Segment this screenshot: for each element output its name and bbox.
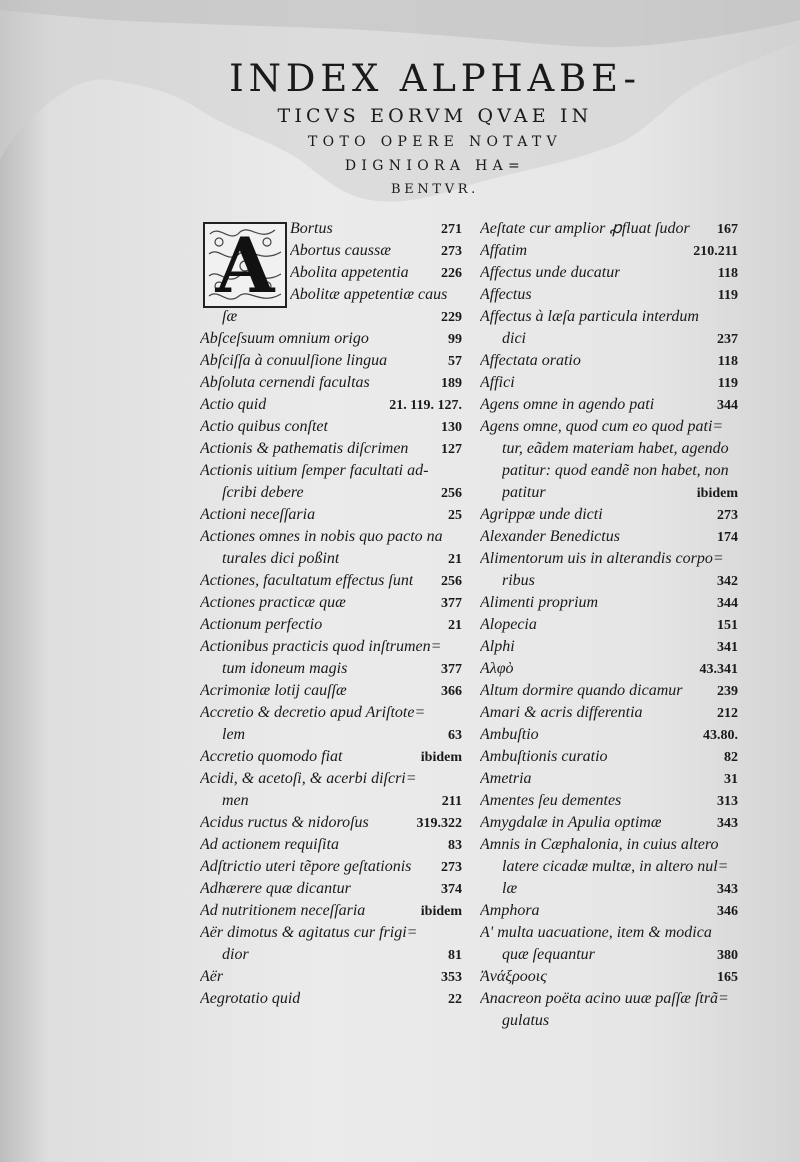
index-entry (200, 592, 462, 614)
entry-text: Actionis & pathematis diſcrimen (200, 440, 409, 457)
page-reference: 380 (717, 948, 738, 963)
entry-continuation-line (480, 944, 738, 966)
entry-line (480, 614, 738, 636)
index-entry (480, 768, 738, 790)
entry-line (480, 284, 738, 306)
entry-line (200, 856, 462, 878)
entry-line (480, 702, 738, 724)
entry-continuation-line (480, 438, 738, 460)
page-reference: 342 (717, 574, 738, 589)
index-entry (480, 350, 738, 372)
index-entry (480, 702, 738, 724)
index-entry (200, 680, 462, 702)
entry-text: patitur: quod eandẽ non habet, non (502, 462, 729, 479)
entry-continuation-line (480, 482, 738, 504)
page-reference: 22 (448, 992, 462, 1007)
entry-text: Actionis uitium ſemper facultati ad- (200, 462, 429, 479)
entry-text: Actiones omnes in nobis quo pacto na (200, 528, 443, 545)
entry-text: Amentes ſeu dementes (480, 792, 622, 809)
index-entry (200, 328, 462, 350)
index-entry (200, 702, 462, 746)
page-reference: 167 (717, 222, 738, 237)
page-reference: 344 (717, 398, 738, 413)
entry-line (480, 680, 738, 702)
entry-line (480, 240, 738, 262)
entry-line (480, 812, 738, 834)
index-entry (480, 658, 738, 680)
index-entry (480, 284, 738, 306)
index-entry (200, 504, 462, 526)
page-reference: 81 (448, 948, 462, 963)
entry-line (480, 592, 738, 614)
entry-text: turales dici poßint (222, 550, 340, 567)
index-entry (200, 570, 462, 592)
entry-text: tum idoneum magis (222, 660, 348, 677)
entry-line (480, 790, 738, 812)
index-entry (200, 834, 462, 856)
entry-line (480, 768, 738, 790)
index-entry (200, 812, 462, 834)
title-line-5: BENTVR. (391, 182, 479, 197)
page-reference: 346 (717, 904, 738, 919)
entry-text: Ambuſtionis curatio (480, 748, 608, 765)
entry-text: Actio quid (200, 396, 267, 413)
entry-text: A' multa uacuatione, item & modica (480, 924, 712, 941)
entry-text: Alphi (480, 638, 515, 655)
entry-line (480, 394, 738, 416)
entry-line (200, 636, 462, 658)
page-reference: 31 (724, 772, 738, 787)
page-reference: 256 (441, 486, 462, 501)
entry-text: Affici (480, 374, 515, 391)
entry-line (200, 416, 462, 438)
page-reference: 119 (717, 288, 738, 303)
entry-text: Acrimoniæ lotij cauſſæ (200, 682, 347, 699)
page-reference: 377 (441, 596, 462, 611)
index-entry (480, 614, 738, 636)
title-line-1: INDEX ALPHABE- (229, 57, 641, 100)
index-entry (480, 218, 738, 240)
page-reference: 25 (448, 508, 462, 523)
entry-continuation-line (200, 482, 462, 504)
entry-text: Amari & acris differentia (480, 704, 643, 721)
index-entry (200, 856, 462, 878)
page-reference: 57 (448, 354, 462, 369)
page-reference: 366 (441, 684, 462, 699)
page-reference: 273 (717, 508, 738, 523)
entry-text: Agens omne, quod cum eo quod pati= (480, 418, 724, 435)
page-reference: 151 (717, 618, 738, 633)
page-reference: 82 (724, 750, 738, 765)
page-reference: 174 (717, 530, 738, 545)
page-reference: 43.341 (699, 662, 738, 677)
index-entry (480, 372, 738, 394)
entry-line (480, 988, 738, 1010)
entry-text: Affectus (480, 286, 532, 303)
entry-line (200, 812, 462, 834)
index-entry (200, 240, 462, 262)
entry-text: Aegrotatio quid (200, 990, 301, 1007)
entry-text: Abſoluta cernendi facultas (200, 374, 370, 391)
index-entry (200, 900, 462, 922)
index-entry (480, 746, 738, 768)
entry-text: ribus (502, 572, 535, 589)
index-entry (480, 900, 738, 922)
entry-line (480, 526, 738, 548)
title-line-2: TICVS EORVM QVAE IN (277, 105, 593, 127)
entry-text: Alopecia (480, 616, 537, 633)
index-entry (200, 218, 462, 240)
entry-continuation-line (200, 548, 462, 570)
entry-line (480, 218, 738, 240)
entry-text: Ametria (480, 770, 532, 787)
index-entry (480, 790, 738, 812)
entry-text: Accretio quomodo fiat (200, 748, 343, 765)
entry-continuation-line (200, 790, 462, 812)
page-reference: 118 (717, 266, 738, 281)
entry-text: dior (222, 946, 249, 963)
index-entry (480, 240, 738, 262)
entry-text: Aeſtate cur amplior ꝓfluat ſudor (480, 220, 690, 237)
index-entry (200, 988, 462, 1010)
page-reference: 210.211 (693, 244, 738, 259)
entry-line (480, 504, 738, 526)
entry-text: Alimentorum uis in alterandis corpo= (480, 550, 724, 567)
index-entry (480, 548, 738, 592)
index-entry (200, 416, 462, 438)
entry-line (200, 834, 462, 856)
entry-text: Agens omne in agendo pati (480, 396, 655, 413)
index-entry (480, 680, 738, 702)
index-entry (480, 592, 738, 614)
index-column-right (480, 218, 738, 1032)
entry-line (480, 834, 738, 856)
entry-continuation-line (480, 856, 738, 878)
entry-line (480, 658, 738, 680)
dropcap-letter: A (215, 220, 275, 310)
page-reference: 212 (717, 706, 738, 721)
entry-text: gulatus (502, 1012, 550, 1029)
entry-text: Ἀνάξροοις (480, 968, 547, 985)
index-entry (480, 262, 738, 284)
page-reference: 119 (717, 376, 738, 391)
page-reference: ibidem (420, 750, 462, 765)
index-entry (200, 372, 462, 394)
entry-line (200, 746, 462, 768)
entry-text: Adſtrictio uteri tẽpore geſtationis (200, 858, 412, 875)
entry-text: Actiones practicæ quæ (200, 594, 346, 611)
entry-text: Actio quibus conſtet (200, 418, 328, 435)
entry-line (480, 966, 738, 988)
entry-line (480, 746, 738, 768)
entry-line (200, 592, 462, 614)
page-reference: 344 (717, 596, 738, 611)
entry-text: Actionum perfectio (200, 616, 323, 633)
page-reference: 127 (441, 442, 462, 457)
entry-text: Alimenti proprium (480, 594, 599, 611)
index-entry (200, 262, 462, 284)
entry-text: latere cicadæ multæ, in altero nul= (502, 858, 729, 875)
entry-text: Αλφὸ (480, 660, 514, 677)
page-reference: ibidem (696, 486, 738, 501)
page-reference: 353 (441, 970, 462, 985)
page-reference: 21 (448, 552, 462, 567)
entry-line (200, 284, 462, 306)
entry-line (200, 372, 462, 394)
index-entry (480, 724, 738, 746)
page-reference: 273 (441, 860, 462, 875)
entry-line (200, 878, 462, 900)
entry-line (200, 680, 462, 702)
index-entry (480, 416, 738, 504)
index-entry (200, 746, 462, 768)
entry-text: dici (502, 330, 526, 347)
entry-line (480, 900, 738, 922)
title-line-4: DIGNIORA HA= (344, 158, 526, 174)
page-reference: 226 (441, 266, 462, 281)
index-entry (200, 878, 462, 900)
entry-text: Actionibus practicis quod inſtrumen= (200, 638, 442, 655)
page-reference: 237 (717, 332, 738, 347)
page-reference: 319.322 (416, 816, 462, 831)
index-entry (480, 834, 738, 900)
entry-text: patitur (502, 484, 546, 501)
index-entry (200, 922, 462, 966)
entry-continuation-line (480, 570, 738, 592)
entry-text: Abortus caussæ (290, 242, 391, 259)
index-column-left (200, 218, 462, 1010)
index-entry (480, 306, 738, 350)
page-reference: 165 (717, 970, 738, 985)
entry-text: Amphora (480, 902, 540, 919)
entry-line (200, 570, 462, 592)
entry-line (480, 306, 738, 328)
page-reference: 21. 119. 127. (389, 398, 462, 413)
entry-line (200, 394, 462, 416)
entry-line (200, 900, 462, 922)
index-entry (200, 768, 462, 812)
entry-text: lem (222, 726, 246, 743)
entry-continuation-line (200, 306, 462, 328)
entry-text: Affectata oratio (480, 352, 581, 369)
index-entry (480, 504, 738, 526)
entry-text: Actioni neceſſaria (200, 506, 316, 523)
entry-line (480, 548, 738, 570)
page-reference: 99 (448, 332, 462, 347)
entry-text: Ad actionem requiſita (200, 836, 339, 853)
index-entry (480, 526, 738, 548)
entry-line (200, 460, 462, 482)
index-entry (200, 460, 462, 504)
entry-line (480, 350, 738, 372)
page-reference: 211 (441, 794, 462, 809)
entry-text: Acidus ructus & nidoroſus (200, 814, 369, 831)
page-reference: 83 (448, 838, 462, 853)
index-entry (200, 394, 462, 416)
title-line-3: TOTO OPERE NOTATV (308, 134, 562, 150)
entry-text: Anacreon poëta acino uuæ paſſæ ſtrã= (480, 990, 729, 1007)
index-entry (200, 966, 462, 988)
index-entry (200, 284, 462, 328)
index-entry (480, 394, 738, 416)
entry-line (200, 438, 462, 460)
entry-line (480, 922, 738, 944)
page-reference: 189 (441, 376, 462, 391)
entry-text: Aër (200, 968, 224, 985)
entry-text: Bortus (290, 220, 333, 237)
page-reference: 130 (441, 420, 462, 435)
entry-continuation-line (200, 724, 462, 746)
entry-text: Altum dormire quando dicamur (480, 682, 683, 699)
entry-continuation-line (480, 328, 738, 350)
entry-text: ſæ (222, 308, 238, 325)
page-reference: 229 (441, 310, 462, 325)
entry-continuation-line (480, 878, 738, 900)
entry-text: Agrippæ unde dicti (480, 506, 603, 523)
page-reference: 343 (717, 816, 738, 831)
entry-line (200, 350, 462, 372)
entry-text: men (222, 792, 249, 809)
entry-text: Amygdalæ in Apulia optimæ (480, 814, 662, 831)
entry-text: Adhærere quæ dicantur (200, 880, 351, 897)
page-reference: 21 (448, 618, 462, 633)
page-reference: 313 (717, 794, 738, 809)
index-entry (480, 922, 738, 966)
entry-text: ſcribi debere (222, 484, 304, 501)
entry-text: tur, eãdem materiam habet, agendo (502, 440, 729, 457)
index-entry (200, 350, 462, 372)
page-reference: 271 (441, 222, 462, 237)
entry-text: Abolita appetentia (290, 264, 409, 281)
entry-text: Affectus à læſa particula interdum (480, 308, 699, 325)
entry-line (200, 504, 462, 526)
page-reference: 43.80. (703, 728, 738, 743)
entry-line (200, 240, 462, 262)
index-entry (480, 988, 738, 1032)
entry-line (480, 724, 738, 746)
entry-line (200, 702, 462, 724)
index-entry (200, 438, 462, 460)
entry-line (200, 328, 462, 350)
page-reference: 377 (441, 662, 462, 677)
index-entry (480, 636, 738, 658)
entry-continuation-line (480, 1010, 738, 1032)
page-reference: 63 (448, 728, 462, 743)
entry-text: quæ ſequantur (502, 946, 595, 963)
entry-text: Amnis in Cæphalonia, in cuius altero (480, 836, 719, 853)
entry-text: Affectus unde ducatur (480, 264, 621, 281)
index-entry (480, 812, 738, 834)
entry-line (480, 416, 738, 438)
entry-line (200, 988, 462, 1010)
entry-text: Accretio & decretio apud Ariſtote= (200, 704, 426, 721)
entry-line (200, 526, 462, 548)
entry-text: Acidi, & acetoſi, & acerbi diſcri= (200, 770, 417, 787)
entry-text: Alexander Benedictus (480, 528, 620, 545)
index-title (190, 56, 680, 202)
page-reference: 374 (441, 882, 462, 897)
index-entry (480, 966, 738, 988)
page-reference: 239 (717, 684, 738, 699)
page-reference: 118 (717, 354, 738, 369)
entry-text: læ (502, 880, 518, 897)
entry-line (200, 614, 462, 636)
index-entry (200, 526, 462, 570)
entry-line (200, 218, 462, 240)
page-reference: 343 (717, 882, 738, 897)
entry-line (480, 372, 738, 394)
entry-line (200, 966, 462, 988)
entry-text: Abolitæ appetentiæ caus (290, 286, 448, 303)
entry-text: Ambuſtio (480, 726, 539, 743)
entry-line (200, 262, 462, 284)
entry-text: Aër dimotus & agitatus cur frigi= (200, 924, 418, 941)
entry-line (480, 636, 738, 658)
index-entry (200, 636, 462, 680)
entry-text: Ad nutritionem neceſſaria (200, 902, 366, 919)
entry-text: Actiones, facultatum effectus ſunt (200, 572, 414, 589)
page-reference: 341 (717, 640, 738, 655)
entry-text: Affatim (480, 242, 528, 259)
entry-line (200, 922, 462, 944)
page-reference: ibidem (420, 904, 462, 919)
entry-continuation-line (480, 460, 738, 482)
entry-continuation-line (200, 658, 462, 680)
page-reference: 273 (441, 244, 462, 259)
entry-line (480, 262, 738, 284)
entry-continuation-line (200, 944, 462, 966)
index-entry (200, 614, 462, 636)
entry-line (200, 768, 462, 790)
entry-text: Abſciſſa à conuulſione lingua (200, 352, 388, 369)
page-reference: 256 (441, 574, 462, 589)
entry-text: Abſceſsuum omnium origo (200, 330, 369, 347)
